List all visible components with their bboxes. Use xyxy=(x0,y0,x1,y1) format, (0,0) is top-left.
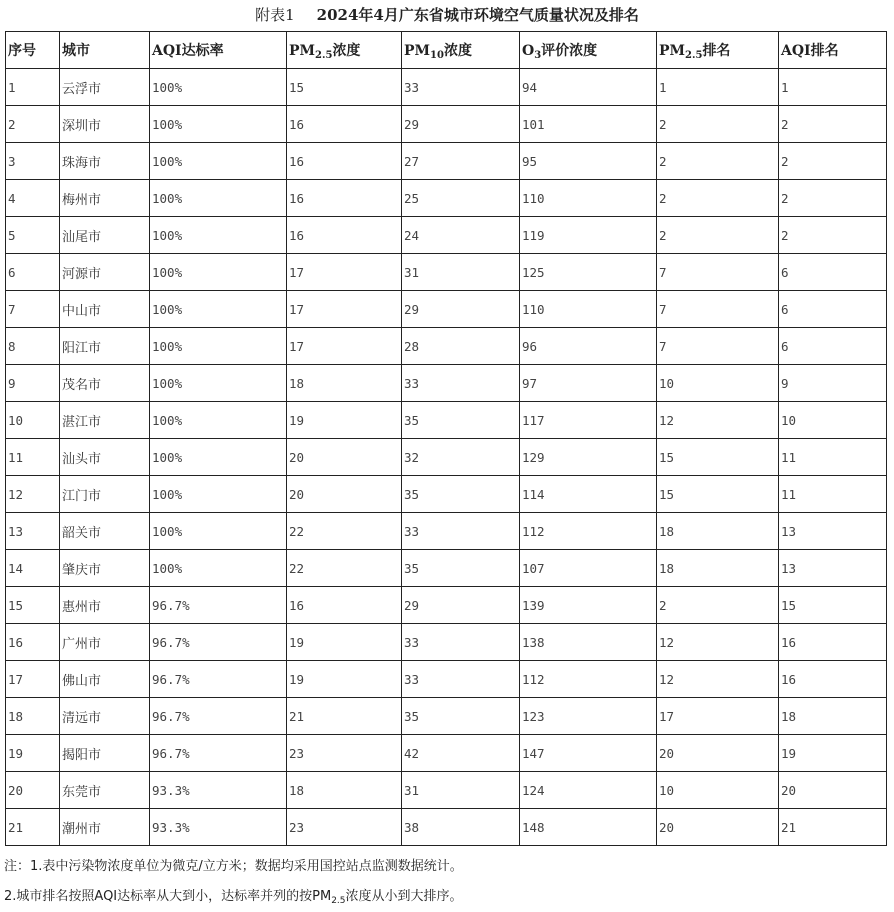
cell-pm10: 31 xyxy=(402,772,520,809)
cell-aqi-rate: 100% xyxy=(150,180,287,217)
cell-pm10: 33 xyxy=(402,69,520,106)
cell-pm10: 29 xyxy=(402,106,520,143)
table-row xyxy=(6,106,887,143)
cell-o3: 107 xyxy=(520,550,657,587)
cell-no: 2 xyxy=(6,106,60,143)
cell-aqi-rate: 100% xyxy=(150,550,287,587)
air-quality-table xyxy=(5,31,887,846)
table-row xyxy=(6,143,887,180)
cell-pm10: 33 xyxy=(402,624,520,661)
cell-pm25-rank: 2 xyxy=(657,217,779,254)
cell-pm25-rank: 10 xyxy=(657,772,779,809)
cell-pm25-rank: 12 xyxy=(657,402,779,439)
cell-pm25: 23 xyxy=(287,735,402,772)
cell-o3: 94 xyxy=(520,69,657,106)
table-row xyxy=(6,254,887,291)
table-number: 附表1 xyxy=(255,6,295,24)
cell-o3: 112 xyxy=(520,661,657,698)
cell-pm25: 19 xyxy=(287,402,402,439)
cell-pm25: 19 xyxy=(287,661,402,698)
cell-pm25: 17 xyxy=(287,254,402,291)
cell-no: 19 xyxy=(6,735,60,772)
cell-aqi-rate: 100% xyxy=(150,365,287,402)
table-title xyxy=(0,4,894,25)
table-notes xyxy=(4,852,463,912)
cell-aqi-rank: 19 xyxy=(779,735,887,772)
cell-aqi-rank: 2 xyxy=(779,217,887,254)
cell-aqi-rank: 11 xyxy=(779,439,887,476)
cell-city: 肇庆市 xyxy=(60,550,150,587)
cell-aqi-rank: 16 xyxy=(779,661,887,698)
cell-city: 广州市 xyxy=(60,624,150,661)
cell-city: 韶关市 xyxy=(60,513,150,550)
table-row xyxy=(6,772,887,809)
table-row xyxy=(6,661,887,698)
table-body xyxy=(6,69,887,846)
cell-pm25: 20 xyxy=(287,439,402,476)
cell-no: 5 xyxy=(6,217,60,254)
cell-aqi-rank: 13 xyxy=(779,550,887,587)
header-no: 序号 xyxy=(6,32,60,69)
cell-pm25-rank: 2 xyxy=(657,180,779,217)
cell-aqi-rate: 96.7% xyxy=(150,735,287,772)
header-aqi-rank: AQI排名 xyxy=(779,32,887,69)
cell-o3: 129 xyxy=(520,439,657,476)
cell-no: 1 xyxy=(6,69,60,106)
cell-aqi-rate: 100% xyxy=(150,69,287,106)
cell-no: 3 xyxy=(6,143,60,180)
cell-city: 江门市 xyxy=(60,476,150,513)
cell-no: 9 xyxy=(6,365,60,402)
cell-pm10: 28 xyxy=(402,328,520,365)
cell-no: 15 xyxy=(6,587,60,624)
cell-pm25: 16 xyxy=(287,106,402,143)
header-o3: $O_3$评价浓度 xyxy=(520,32,657,69)
cell-pm25-rank: 1 xyxy=(657,69,779,106)
cell-no: 8 xyxy=(6,328,60,365)
cell-pm10: 31 xyxy=(402,254,520,291)
cell-pm10: 38 xyxy=(402,809,520,846)
cell-city: 河源市 xyxy=(60,254,150,291)
cell-aqi-rate: 100% xyxy=(150,328,287,365)
cell-pm10: 32 xyxy=(402,439,520,476)
cell-pm10: 33 xyxy=(402,661,520,698)
cell-aqi-rate: 96.7% xyxy=(150,624,287,661)
cell-o3: 112 xyxy=(520,513,657,550)
cell-city: 茂名市 xyxy=(60,365,150,402)
cell-pm10: 35 xyxy=(402,476,520,513)
cell-aqi-rank: 6 xyxy=(779,291,887,328)
note-line-2: 2.城市排名按照AQI达标率从大到小，达标率并列的按$PM_{2.5}$浓度从小到大排序。 xyxy=(4,889,463,906)
cell-pm25: 18 xyxy=(287,365,402,402)
cell-pm25: 15 xyxy=(287,69,402,106)
cell-o3: 114 xyxy=(520,476,657,513)
cell-pm10: 35 xyxy=(402,698,520,735)
cell-pm25: 16 xyxy=(287,180,402,217)
cell-city: 清远市 xyxy=(60,698,150,735)
cell-no: 7 xyxy=(6,291,60,328)
cell-city: 汕头市 xyxy=(60,439,150,476)
cell-aqi-rank: 2 xyxy=(779,106,887,143)
cell-pm25: 21 xyxy=(287,698,402,735)
cell-aqi-rate: 100% xyxy=(150,254,287,291)
cell-pm25: 22 xyxy=(287,513,402,550)
cell-aqi-rate: 100% xyxy=(150,513,287,550)
cell-o3: 110 xyxy=(520,291,657,328)
table-row xyxy=(6,624,887,661)
cell-aqi-rank: 6 xyxy=(779,328,887,365)
cell-no: 21 xyxy=(6,809,60,846)
cell-pm25: 17 xyxy=(287,328,402,365)
cell-pm10: 25 xyxy=(402,180,520,217)
cell-pm25: 22 xyxy=(287,550,402,587)
cell-aqi-rate: 96.7% xyxy=(150,661,287,698)
cell-pm10: 33 xyxy=(402,365,520,402)
cell-o3: 119 xyxy=(520,217,657,254)
cell-aqi-rank: 20 xyxy=(779,772,887,809)
cell-pm25: 18 xyxy=(287,772,402,809)
cell-aqi-rank: 21 xyxy=(779,809,887,846)
cell-pm25-rank: 2 xyxy=(657,587,779,624)
cell-aqi-rate: 96.7% xyxy=(150,698,287,735)
cell-city: 梅州市 xyxy=(60,180,150,217)
cell-aqi-rate: 100% xyxy=(150,143,287,180)
cell-pm10: 33 xyxy=(402,513,520,550)
cell-no: 14 xyxy=(6,550,60,587)
cell-no: 18 xyxy=(6,698,60,735)
table-row xyxy=(6,69,887,106)
cell-city: 珠海市 xyxy=(60,143,150,180)
cell-no: 6 xyxy=(6,254,60,291)
cell-o3: 110 xyxy=(520,180,657,217)
table-row xyxy=(6,735,887,772)
cell-pm25: 23 xyxy=(287,809,402,846)
cell-o3: 124 xyxy=(520,772,657,809)
cell-city: 惠州市 xyxy=(60,587,150,624)
table-row xyxy=(6,698,887,735)
cell-pm25-rank: 7 xyxy=(657,328,779,365)
cell-no: 17 xyxy=(6,661,60,698)
header-row xyxy=(6,32,887,69)
cell-no: 13 xyxy=(6,513,60,550)
cell-aqi-rank: 1 xyxy=(779,69,887,106)
cell-pm10: 35 xyxy=(402,402,520,439)
cell-o3: 101 xyxy=(520,106,657,143)
table-row xyxy=(6,291,887,328)
cell-pm10: 29 xyxy=(402,291,520,328)
cell-city: 揭阳市 xyxy=(60,735,150,772)
cell-pm10: 27 xyxy=(402,143,520,180)
cell-pm25: 17 xyxy=(287,291,402,328)
cell-no: 4 xyxy=(6,180,60,217)
cell-no: 12 xyxy=(6,476,60,513)
cell-aqi-rank: 6 xyxy=(779,254,887,291)
cell-aqi-rate: 100% xyxy=(150,106,287,143)
cell-o3: 95 xyxy=(520,143,657,180)
table-row xyxy=(6,476,887,513)
cell-pm25-rank: 15 xyxy=(657,439,779,476)
table-row xyxy=(6,513,887,550)
cell-city: 云浮市 xyxy=(60,69,150,106)
cell-o3: 138 xyxy=(520,624,657,661)
cell-pm25-rank: 20 xyxy=(657,809,779,846)
cell-aqi-rank: 2 xyxy=(779,180,887,217)
cell-city: 中山市 xyxy=(60,291,150,328)
header-city: 城市 xyxy=(60,32,150,69)
cell-pm25-rank: 15 xyxy=(657,476,779,513)
table-row xyxy=(6,365,887,402)
cell-pm25-rank: 20 xyxy=(657,735,779,772)
cell-city: 潮州市 xyxy=(60,809,150,846)
table-row xyxy=(6,217,887,254)
cell-o3: 139 xyxy=(520,587,657,624)
cell-aqi-rate: 93.3% xyxy=(150,772,287,809)
cell-no: 11 xyxy=(6,439,60,476)
cell-pm25-rank: 17 xyxy=(657,698,779,735)
cell-aqi-rank: 13 xyxy=(779,513,887,550)
cell-city: 汕尾市 xyxy=(60,217,150,254)
header-pm25: $PM_{2.5}$浓度 xyxy=(287,32,402,69)
cell-pm10: 24 xyxy=(402,217,520,254)
cell-aqi-rank: 18 xyxy=(779,698,887,735)
cell-pm10: 29 xyxy=(402,587,520,624)
cell-o3: 123 xyxy=(520,698,657,735)
cell-o3: 125 xyxy=(520,254,657,291)
cell-pm25-rank: 12 xyxy=(657,624,779,661)
cell-no: 16 xyxy=(6,624,60,661)
cell-city: 湛江市 xyxy=(60,402,150,439)
cell-aqi-rank: 9 xyxy=(779,365,887,402)
cell-aqi-rank: 10 xyxy=(779,402,887,439)
table-row xyxy=(6,587,887,624)
cell-pm25: 16 xyxy=(287,143,402,180)
cell-pm25-rank: 18 xyxy=(657,550,779,587)
cell-pm10: 35 xyxy=(402,550,520,587)
cell-pm25-rank: 12 xyxy=(657,661,779,698)
cell-pm25-rank: 2 xyxy=(657,106,779,143)
cell-aqi-rate: 100% xyxy=(150,291,287,328)
cell-aqi-rate: 100% xyxy=(150,476,287,513)
cell-aqi-rate: 96.7% xyxy=(150,587,287,624)
cell-pm25: 16 xyxy=(287,587,402,624)
table-row xyxy=(6,550,887,587)
cell-aqi-rank: 2 xyxy=(779,143,887,180)
cell-pm25-rank: 2 xyxy=(657,143,779,180)
cell-pm10: 42 xyxy=(402,735,520,772)
cell-aqi-rank: 11 xyxy=(779,476,887,513)
cell-o3: 147 xyxy=(520,735,657,772)
cell-city: 阳江市 xyxy=(60,328,150,365)
cell-pm25-rank: 10 xyxy=(657,365,779,402)
table-row xyxy=(6,809,887,846)
cell-city: 东莞市 xyxy=(60,772,150,809)
cell-no: 20 xyxy=(6,772,60,809)
cell-aqi-rate: 100% xyxy=(150,402,287,439)
table-row xyxy=(6,180,887,217)
table-row xyxy=(6,402,887,439)
table-row xyxy=(6,439,887,476)
header-pm10: $PM_{10}$浓度 xyxy=(402,32,520,69)
cell-city: 深圳市 xyxy=(60,106,150,143)
cell-pm25: 20 xyxy=(287,476,402,513)
header-aqi-rate: AQI达标率 xyxy=(150,32,287,69)
table-title-text: 2024年4月广东省城市环境空气质量状况及排名 xyxy=(316,6,639,24)
cell-o3: 97 xyxy=(520,365,657,402)
cell-pm25: 19 xyxy=(287,624,402,661)
cell-no: 10 xyxy=(6,402,60,439)
cell-city: 佛山市 xyxy=(60,661,150,698)
cell-aqi-rank: 16 xyxy=(779,624,887,661)
note-line-1: 注：1.表中污染物浓度单位为微克/立方米；数据均采用国控站点监测数据统计。 xyxy=(4,859,463,874)
cell-aqi-rate: 100% xyxy=(150,217,287,254)
cell-aqi-rate: 93.3% xyxy=(150,809,287,846)
cell-pm25-rank: 7 xyxy=(657,291,779,328)
cell-pm25-rank: 18 xyxy=(657,513,779,550)
header-pm25-rank: $PM_{2.5}$排名 xyxy=(657,32,779,69)
cell-pm25: 16 xyxy=(287,217,402,254)
table-row xyxy=(6,328,887,365)
cell-o3: 148 xyxy=(520,809,657,846)
cell-aqi-rate: 100% xyxy=(150,439,287,476)
cell-o3: 96 xyxy=(520,328,657,365)
cell-o3: 117 xyxy=(520,402,657,439)
cell-pm25-rank: 7 xyxy=(657,254,779,291)
cell-aqi-rank: 15 xyxy=(779,587,887,624)
